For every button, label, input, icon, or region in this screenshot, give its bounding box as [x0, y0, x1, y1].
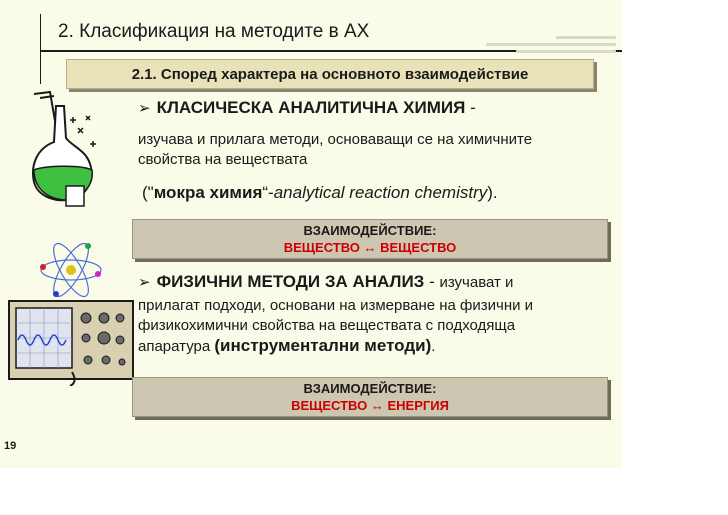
- bullet-arrow-icon: ➢: [138, 100, 151, 117]
- atom-icon: [36, 240, 106, 300]
- subtitle-box: [66, 59, 594, 89]
- page-title: 2. Класификация на методите в АХ: [58, 21, 370, 42]
- section1-description: изучава и прилага методи, основаващи се на химичните свойства на веществата: [138, 131, 533, 168]
- page-number: 19: [4, 440, 17, 452]
- bullet-arrow-icon: ➢: [138, 274, 151, 291]
- oscilloscope-icon: [8, 300, 134, 386]
- section1-heading: ➢ КЛАСИЧЕСКА АНАЛИТИЧНА ХИМИЯ -: [138, 98, 476, 117]
- section2-description: прилагат подходи, основани на измерване на физични и физикохимични свойства на веществата с подходяща апаратура (инструментални методи).: [138, 297, 534, 355]
- interaction-box-1: ВЗАИМОДЕЙСТВИЕ: ВЕЩЕСТВО ↔ ВЕЩЕСТВО: [132, 219, 608, 259]
- flask-icon: [20, 86, 110, 212]
- decorative-bars: [486, 36, 616, 57]
- subtitle: 2.1. Според характера на основното взаимодействие: [131, 66, 529, 83]
- section2-heading: ➢ ФИЗИЧНИ МЕТОДИ ЗА АНАЛИЗ - изучават и: [138, 272, 514, 291]
- section1-quote: ("мокра химия“-analytical reaction chemistry).: [142, 183, 498, 202]
- interaction-box-2: ВЗАИМОДЕЙСТВИЕ: ВЕЩЕСТВО ↔ ЕНЕРГИЯ: [132, 377, 608, 417]
